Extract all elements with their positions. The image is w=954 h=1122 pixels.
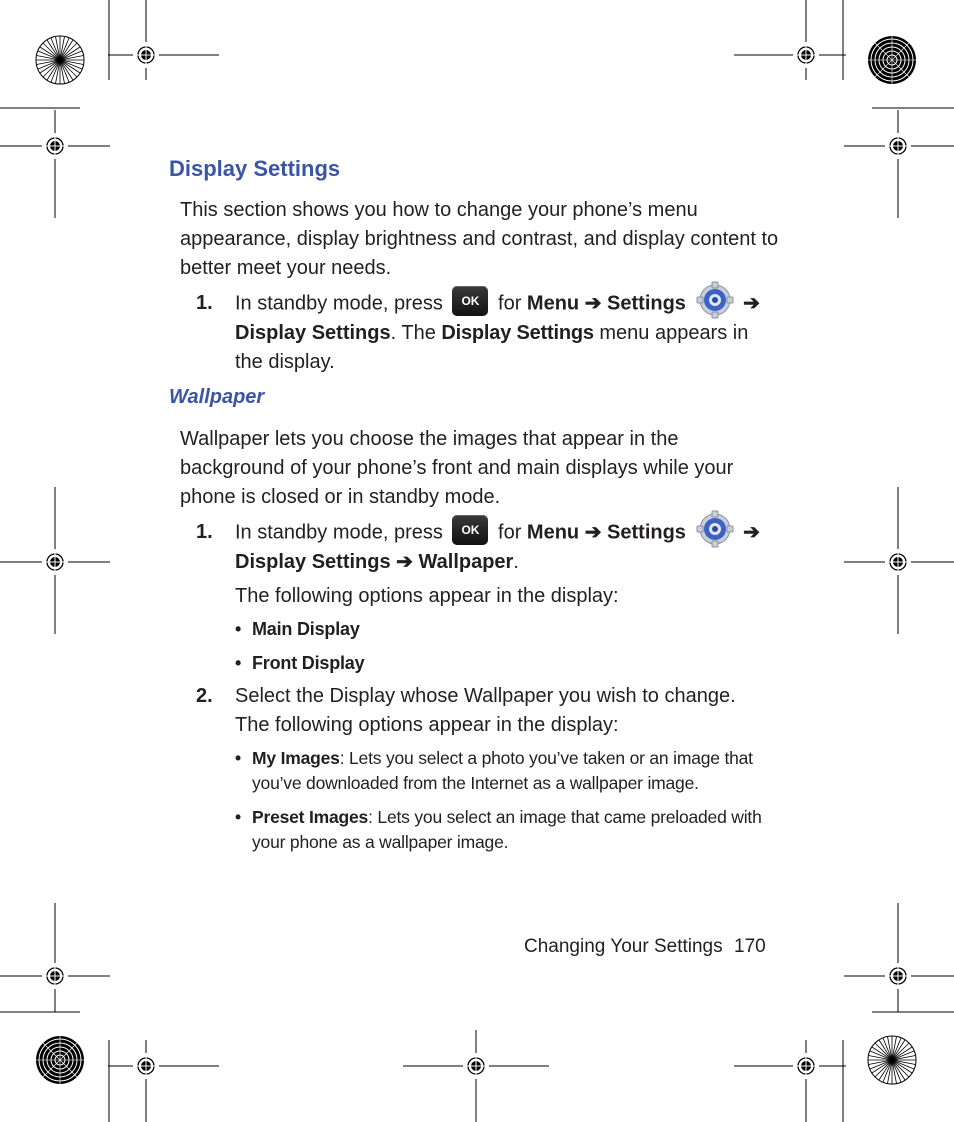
display-settings-label-2: Display Settings xyxy=(441,322,594,344)
menu-label: Menu xyxy=(526,292,580,315)
step-text xyxy=(235,289,775,377)
step-1 xyxy=(196,289,776,379)
bullet-icon: • xyxy=(235,748,242,768)
arrow-icon: ➔ xyxy=(584,521,602,544)
section-title: Display Settings xyxy=(169,156,341,181)
ok-key-icon: OK xyxy=(452,286,488,316)
option-label: Main Display xyxy=(252,619,360,639)
arrow-icon: ➔ xyxy=(584,292,602,315)
wallpaper-label: Wallpaper xyxy=(418,551,514,573)
bullet-icon: • xyxy=(235,619,242,639)
option-term: My Images xyxy=(252,748,340,768)
option-term: Preset Images xyxy=(252,807,369,827)
step-number: 1. xyxy=(196,521,213,543)
intro-paragraph: This section shows you how to change your phone’s menu appearance, display brightness and contrast, and display content to better meet your needs. xyxy=(180,199,779,279)
wallpaper-intro: Wallpaper lets you choose the images that appear in the background of your phone’s front and main displays while your phone is closed or in standby mode. xyxy=(180,428,734,508)
option-text xyxy=(252,805,762,855)
wallpaper-title: Wallpaper xyxy=(169,386,265,408)
bullet-icon: • xyxy=(235,653,242,673)
settings-label: Settings xyxy=(607,292,686,315)
option-label: Front Display xyxy=(252,653,365,673)
settings-gear-icon xyxy=(696,510,734,548)
option-text xyxy=(252,746,762,796)
option-desc: : Lets you select a photo you’ve taken or an image that you’ve downloaded from the Internet as a wallpaper image. xyxy=(252,748,753,793)
settings-label: Settings xyxy=(607,521,686,544)
step-text-pre: In standby mode, press xyxy=(235,521,443,544)
footer-section: Changing Your Settings xyxy=(524,936,723,957)
step-text-period: . xyxy=(513,551,519,573)
step-text-for: for xyxy=(498,292,522,315)
step-text xyxy=(235,518,775,577)
ok-key-icon: OK xyxy=(452,515,488,545)
following-options-text: The following options appear in the display: xyxy=(235,585,619,607)
arrow-icon: ➔ xyxy=(396,551,413,573)
display-settings-label: Display Settings xyxy=(235,322,391,344)
menu-label: Menu xyxy=(526,521,580,544)
step-text-for: for xyxy=(498,521,522,544)
step-text: Select the Display whose Wallpaper you wish to change. The following options appear in the display: xyxy=(235,685,736,736)
display-settings-label: Display Settings xyxy=(235,551,391,573)
step-number: 1. xyxy=(196,292,213,314)
step-text-rest: menu appears in the display. xyxy=(235,322,749,373)
option-desc: : Lets you select an image that came preloaded with your phone as a wallpaper image. xyxy=(252,807,762,852)
page-number: 170 xyxy=(734,936,766,957)
step-text-the: . The xyxy=(390,322,436,344)
settings-gear-icon xyxy=(696,281,734,319)
arrow-icon: ➔ xyxy=(743,521,760,544)
bullet-icon: • xyxy=(235,807,242,827)
step-number: 2. xyxy=(196,685,213,707)
step-text-pre: In standby mode, press xyxy=(235,292,443,315)
arrow-icon: ➔ xyxy=(743,292,760,315)
wallpaper-step-2 xyxy=(196,682,776,742)
